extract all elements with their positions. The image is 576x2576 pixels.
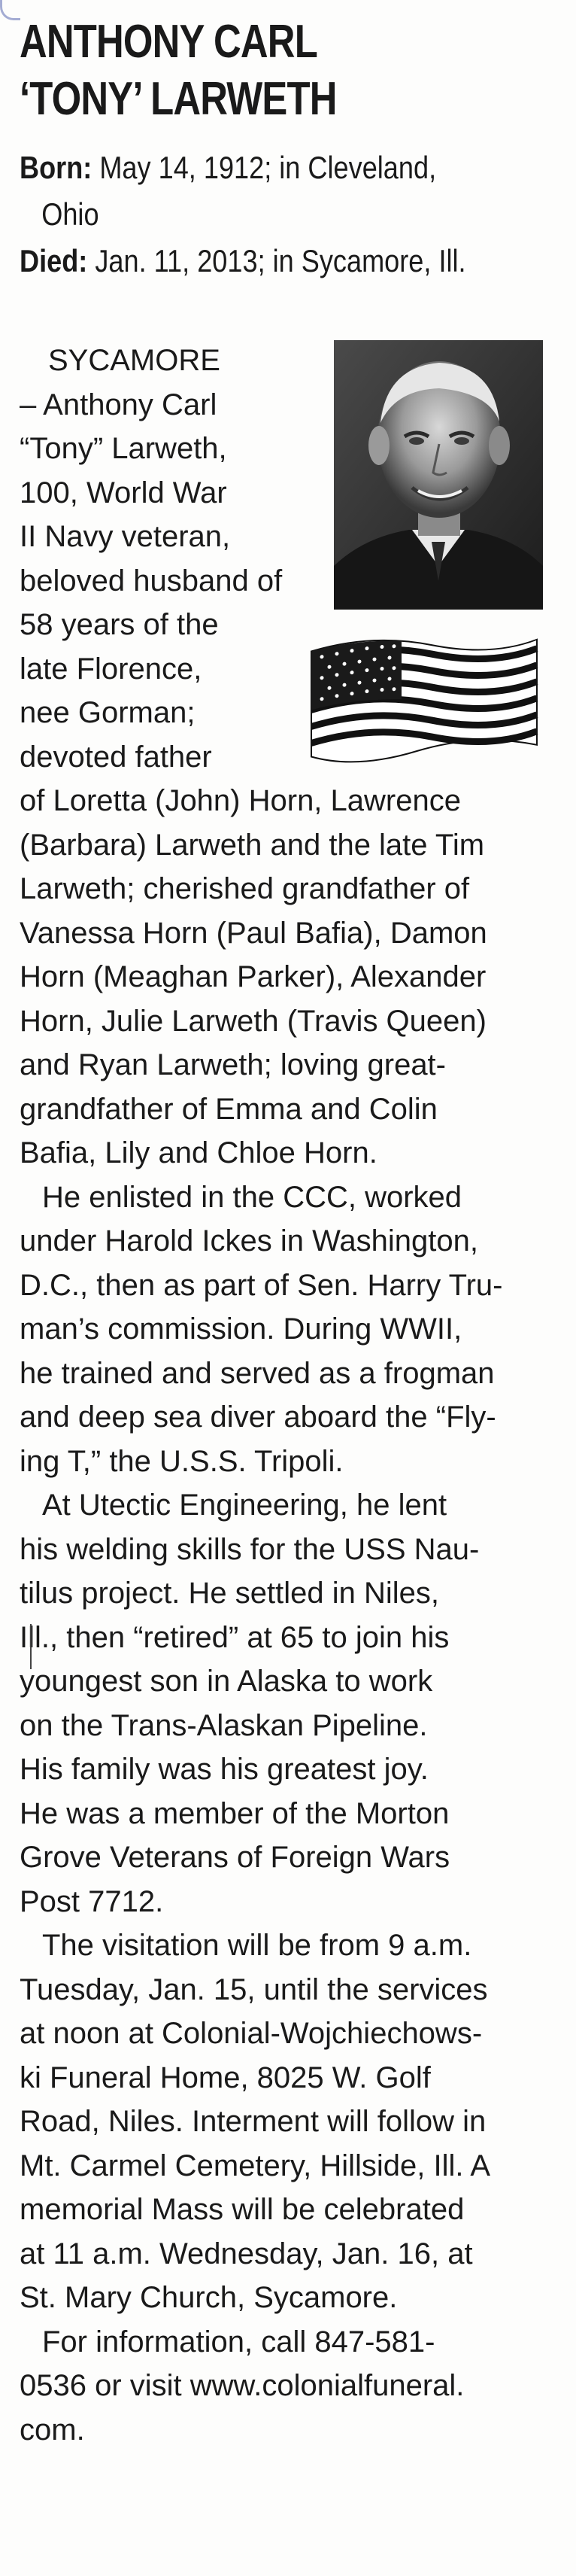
body-line: 58 years of the xyxy=(20,608,219,641)
body-line: memorial Mass will be celebrated xyxy=(20,2193,465,2226)
body-line: Tuesday, Jan. 15, until the services xyxy=(20,1972,488,2006)
body-line: 100, World War xyxy=(20,476,227,509)
body-line: devoted father xyxy=(20,740,212,774)
body-line: and Ryan Larweth; loving great- xyxy=(20,1048,446,1081)
headline xyxy=(20,14,451,128)
body-line: St. Mary Church, Sycamore. xyxy=(20,2281,398,2314)
died-label: Died: xyxy=(20,243,88,278)
body-line: 0536 or visit www.colonialfuneral. xyxy=(20,2369,465,2402)
body-line: Vanessa Horn (Paul Bafia), Damon xyxy=(20,916,487,950)
body-line: grandfather of Emma and Colin xyxy=(20,1092,438,1126)
died-value: Jan. 11, 2013; in Sycamore, Ill. xyxy=(95,243,466,278)
body-line: The visitation will be from 9 a.m. xyxy=(42,1929,472,1962)
obituary-body xyxy=(20,339,555,2452)
body-line: “Tony” Larweth, xyxy=(20,432,227,465)
body-line: His family was his greatest joy. xyxy=(20,1753,429,1786)
body-line: II Navy veteran, xyxy=(20,520,231,553)
headline-line-2: ‘TONY’ LARWETH xyxy=(20,73,337,125)
body-line: at noon at Colonial-Wojchiechows- xyxy=(20,2017,483,2050)
body-line: He was a member of the Morton xyxy=(20,1796,450,1830)
born-value: May 14, 1912; in Cleveland, xyxy=(99,150,437,185)
born-row xyxy=(20,144,492,191)
body-line: youngest son in Alaska to work xyxy=(20,1665,433,1698)
died-row xyxy=(20,238,492,284)
margin-rule xyxy=(30,1624,36,1669)
body-line: Mt. Carmel Cemetery, Hillside, Ill. A xyxy=(20,2149,491,2182)
body-line: – Anthony Carl xyxy=(20,388,217,421)
born-label: Born: xyxy=(20,150,92,185)
body-line: ki Funeral Home, 8025 W. Golf xyxy=(20,2060,431,2094)
body-line: Grove Veterans of Foreign Wars xyxy=(20,1841,450,1874)
body-line: Horn, Julie Larweth (Travis Queen) xyxy=(20,1004,487,1038)
body-line: Horn (Meaghan Parker), Alexander xyxy=(20,960,487,993)
body-line: beloved husband of xyxy=(20,564,283,598)
body-line: Post 7712. xyxy=(20,1884,164,1918)
body-line: He enlisted in the CCC, worked xyxy=(42,1180,462,1214)
body-line: At Utectic Engineering, he lent xyxy=(42,1489,447,1522)
body-line: nee Gorman; xyxy=(20,696,196,729)
body-line: Bafia, Lily and Chloe Horn. xyxy=(20,1136,377,1169)
body-line: SYCAMORE xyxy=(48,344,220,377)
body-line: and deep sea diver aboard the “Fly- xyxy=(20,1401,496,1434)
body-line: D.C., then as part of Sen. Harry Tru- xyxy=(20,1268,503,1302)
body-line: For information, call 847-581- xyxy=(42,2325,435,2359)
corner-mark xyxy=(0,0,20,20)
body-line: under Harold Ickes in Washington, xyxy=(20,1224,478,1258)
body-line: tilus project. He settled in Niles, xyxy=(20,1577,440,1610)
headline-line-1: ANTHONY CARL xyxy=(20,16,317,68)
body-line: late Florence, xyxy=(20,652,202,686)
body-line: com. xyxy=(20,2413,85,2447)
body-line: of Loretta (John) Horn, Lawrence xyxy=(20,784,461,817)
body-line: man’s commission. During WWII, xyxy=(20,1312,462,1346)
body-line: he trained and served as a frogman xyxy=(20,1356,495,1390)
vitals xyxy=(20,144,492,284)
body-line: Ill., then “retired” at 65 to join his xyxy=(20,1620,450,1654)
body-line: (Barbara) Larweth and the late Tim xyxy=(20,828,485,862)
born-continuation: Ohio xyxy=(41,196,99,232)
body-line: on the Trans-Alaskan Pipeline. xyxy=(20,1708,428,1742)
body-line: his welding skills for the USS Nau- xyxy=(20,1532,480,1566)
body-line: Larweth; cherished grandfather of xyxy=(20,872,470,905)
body-line: at 11 a.m. Wednesday, Jan. 16, at xyxy=(20,2237,473,2270)
body-line: ing T,” the U.S.S. Tripoli. xyxy=(20,1444,344,1478)
body-line: Road, Niles. Interment will follow in xyxy=(20,2105,487,2138)
